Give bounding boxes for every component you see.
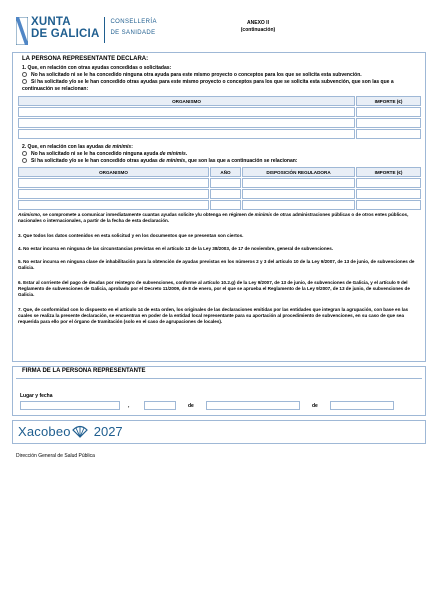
col-organismo: ORGANISMO	[19, 97, 355, 106]
q2-radio-yes[interactable]	[22, 158, 27, 163]
cell-importe[interactable]	[357, 130, 421, 139]
table-row[interactable]	[19, 190, 421, 199]
signature-divider	[16, 378, 422, 379]
cell-organismo[interactable]	[19, 179, 209, 188]
q2-option-no-label: No ha solicitado ni se le ha concedido ninguna ayuda	[31, 151, 160, 157]
xunta-logo	[16, 16, 157, 45]
cell-importe[interactable]	[357, 201, 421, 210]
q1-option-no[interactable]	[22, 72, 362, 78]
annex-heading: ANEXO II	[247, 20, 269, 26]
col-importe: IMPORTE (€)	[357, 97, 421, 106]
table-row[interactable]	[19, 201, 421, 210]
table-row[interactable]	[19, 130, 421, 139]
question-2	[22, 144, 133, 150]
commitment-paragraph	[18, 212, 420, 224]
xacobeo-logo	[18, 424, 123, 439]
commitment-text-end: de otras administraciones públicas o de otros entes públicos, nacionales o internacionales, a partir de la fecha de esta declaración.	[18, 212, 409, 223]
cell-importe[interactable]	[357, 190, 421, 199]
comma-separator: ,	[128, 403, 130, 409]
org-name-line2: DE GALICIA	[31, 28, 100, 40]
commitment-minimis: minimis	[254, 212, 273, 217]
declaration-5: 5. No estar incursa en ninguna clase de inhabilitación para la obtención de ayudas previstas en los números 2 y 3 del artículo 10 de la Ley 9/2007, de 13 de junio, de subvenciones de Galicia.	[18, 259, 415, 270]
declaration-7: 7. Que, de conformidad con lo dispuesto en el artículo 14 de esta orden, los originales de las declaraciones emitidas por las entidades que integran la agrupación, con base en las cuales se realiza la presente declaración, se encuentran en poder de la entidad local representante para su aportación al procedimiento de subvenciones, en su caso de que sea requerida para ello por el órgano de tramitación (solo en el caso de agrupaciones de locales).	[18, 307, 409, 324]
cell-ano[interactable]	[211, 201, 241, 210]
q2-text: 2. Que, en relación con las ayudas	[22, 144, 106, 150]
org-name-line1: XUNTA	[31, 16, 71, 28]
q1-radio-no[interactable]	[22, 72, 27, 77]
q2-option-no-minimis: de minimis	[159, 151, 186, 157]
year-field[interactable]	[330, 401, 394, 410]
declaration-6: 6. Estar al corriente del pago de deudas por reintegro de subvenciones, conforme al artículo 10.2.g) de la Ley 9/2007, de 13 de junio, de subvenciones de Galicia, y el artículo 9 del Reglamento de subvenciones de Galicia, aprobado por el Decreto 11/2009, de 8 de enero, por el que se aprueba el Reglamento de la Ley 9/2007, de 13 de junio, de subvenciones de Galicia.	[18, 280, 410, 297]
q2-option-yes-label: Sí ha solicitado y/o se le han concedido otras ayudas	[31, 158, 160, 164]
commitment-text: , se compromete a comunicar inmediatamente cuantas ayudas solicite y/u obtenga en régimen de	[39, 212, 255, 217]
annex-subheading: (continuación)	[240, 27, 276, 33]
cell-organismo[interactable]	[19, 190, 209, 199]
col-organismo: ORGANISMO	[19, 168, 209, 177]
page-header	[16, 16, 426, 50]
q2-colon: :	[131, 144, 133, 150]
q2-radio-no[interactable]	[22, 151, 27, 156]
place-field[interactable]	[20, 401, 120, 410]
cell-ano[interactable]	[211, 179, 241, 188]
de-label-1: de	[188, 403, 194, 409]
table-row[interactable]	[19, 108, 421, 117]
col-disposicion: DISPOSICIÓN REGULADORA	[243, 168, 355, 177]
department-line1: CONSELLERÍA	[110, 19, 157, 25]
q2-option-yes-minimis: de minimis	[159, 158, 186, 164]
scallop-shell-icon	[72, 425, 88, 438]
q1-radio-yes[interactable]	[22, 79, 27, 84]
logo-separator	[104, 17, 105, 43]
table-row[interactable]	[19, 179, 421, 188]
cell-organismo[interactable]	[19, 119, 355, 128]
minimis-aids-table	[18, 167, 421, 210]
month-field[interactable]	[206, 401, 300, 410]
q1-option-yes-label: Sí ha solicitado y/o se le han concedido otras ayudas para este mismo proyecto o conceptos para los que se solicita esta subvención, que son las que a	[31, 79, 394, 85]
q1-option-yes[interactable]	[22, 79, 394, 85]
annex-title	[238, 20, 278, 34]
place-date-label: Lugar y fecha	[20, 393, 53, 399]
department-line2: DE SANIDADE	[110, 29, 156, 36]
xacobeo-year: 2027	[93, 424, 123, 439]
cell-importe[interactable]	[357, 179, 421, 188]
q1-option-yes-cont: continuación se relacionan:	[22, 86, 89, 92]
cell-disposicion[interactable]	[243, 190, 355, 199]
q2-option-yes-end: , que son las que a continuación se relacionan:	[185, 158, 298, 164]
cell-disposicion[interactable]	[243, 179, 355, 188]
col-importe: IMPORTE (€)	[357, 168, 421, 177]
cell-importe[interactable]	[357, 119, 421, 128]
q2-option-yes[interactable]	[22, 158, 297, 164]
cell-organismo[interactable]	[19, 130, 355, 139]
declaration-heading: LA PERSONA REPRESENTANTE DECLARA:	[22, 56, 149, 62]
xacobeo-wordmark: Xacobeo	[18, 424, 71, 439]
col-ano: AÑO	[211, 168, 241, 177]
q2-option-no-end: .	[185, 151, 188, 157]
q2-option-no[interactable]	[22, 151, 187, 157]
commitment-lead: Asimismo	[18, 212, 40, 217]
cell-organismo[interactable]	[19, 201, 209, 210]
footer-department: Dirección General de Salud Pública	[16, 453, 95, 459]
cell-disposicion[interactable]	[243, 201, 355, 210]
day-field[interactable]	[144, 401, 176, 410]
declaration-4: 4. No estar incursa en ninguna de las circunstancias previstas en el artículo 13 de la Ley 38/2003, de 17 de noviembre, general de subvenciones.	[18, 246, 334, 251]
q2-minimis: de minimis	[105, 144, 132, 150]
question-1: 1. Que, en relación con otras ayudas concedidas o solicitadas:	[22, 65, 172, 71]
other-aids-table	[18, 96, 421, 139]
signature-heading: FIRMA DE LA PERSONA REPRESENTANTE	[22, 368, 146, 374]
cell-importe[interactable]	[357, 108, 421, 117]
table-row[interactable]	[19, 119, 421, 128]
galicia-flag-icon	[16, 17, 28, 45]
de-label-2: de	[312, 403, 318, 409]
declaration-3: 3. Que todos los datos contenidos en esta solicitud y en los documentos que se presentan son ciertos.	[18, 233, 244, 238]
cell-organismo[interactable]	[19, 108, 355, 117]
q1-option-no-label: No ha solicitado ni se le ha concedido ninguna otra ayuda para este mismo proyecto o conceptos para los que se solicita esta subvención.	[31, 72, 362, 78]
cell-ano[interactable]	[211, 190, 241, 199]
